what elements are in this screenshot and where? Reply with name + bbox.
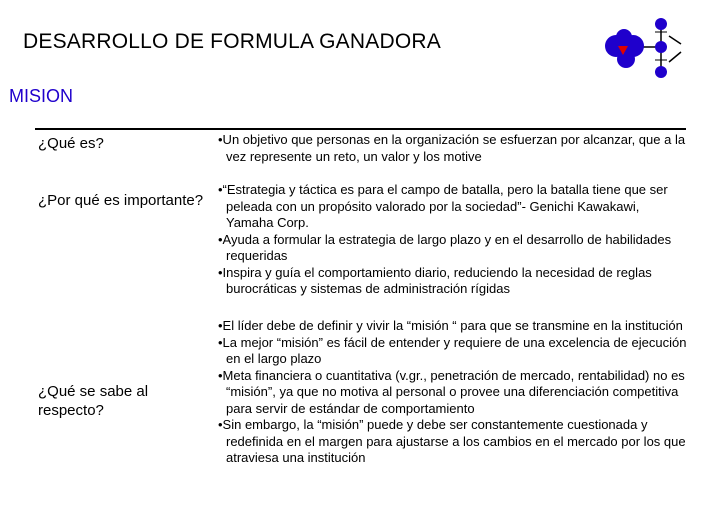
bullet-item: •Inspira y guía el comportamiento diario, reduciendo la necesidad de reglas burocráticas y sistemas de administración rígidas xyxy=(218,264,652,296)
bullet-item: •“Estrategia y táctica es para el campo de batalla, pero la batalla tiene que ser peleada con un propósito valorado por la sociedad”- Genichi Kawakawi, Yamaha Corp. xyxy=(218,182,668,230)
row-label-que-es: ¿Qué es? xyxy=(38,135,104,152)
bullet-item: •La mejor “misión” es fácil de entender y requiere de una excelencia de ejecución en el largo plazo xyxy=(218,334,687,366)
row-description-que-es xyxy=(218,132,688,165)
bullet-item: •Ayuda a formular la estrategia de largo plazo y en el desarrollo de habilidades requeridas xyxy=(218,231,672,263)
molecule-network-logo-icon xyxy=(603,18,685,90)
bullet-item: •El líder debe de definir y vivir la “misión “ para que se transmine en la institución xyxy=(218,318,683,333)
row-label-que-se-sabe: ¿Qué se sabe al respecto? xyxy=(38,383,149,419)
section-heading: MISION xyxy=(9,86,74,106)
row-label-por-que: ¿Por qué es importante? xyxy=(38,192,204,209)
row-description-que-se-sabe xyxy=(218,318,688,467)
bullet-item: •Meta financiera o cuantitativa (v.gr., penetración de mercado, rentabilidad) no es “misión”, ya que no motiva al personal o provee una diferenciación competitiva para servir de estándar de comportamiento xyxy=(218,367,685,416)
divider xyxy=(35,128,686,130)
page-title: DESARROLLO DE FORMULA GANADORA xyxy=(23,30,441,53)
row-description-por-que xyxy=(218,182,688,298)
bullet-item: •Un objetivo que personas en la organización se esfuerzan por alcanzar, que a la vez represente un reto, un valor y los motive xyxy=(218,132,686,164)
bullet-item: •Sin embargo, la “misión” puede y debe ser constantemente cuestionada y redefinida en el margen para ajustarse a los cambios en el mercado por los que atraviesa una institución xyxy=(218,417,686,465)
